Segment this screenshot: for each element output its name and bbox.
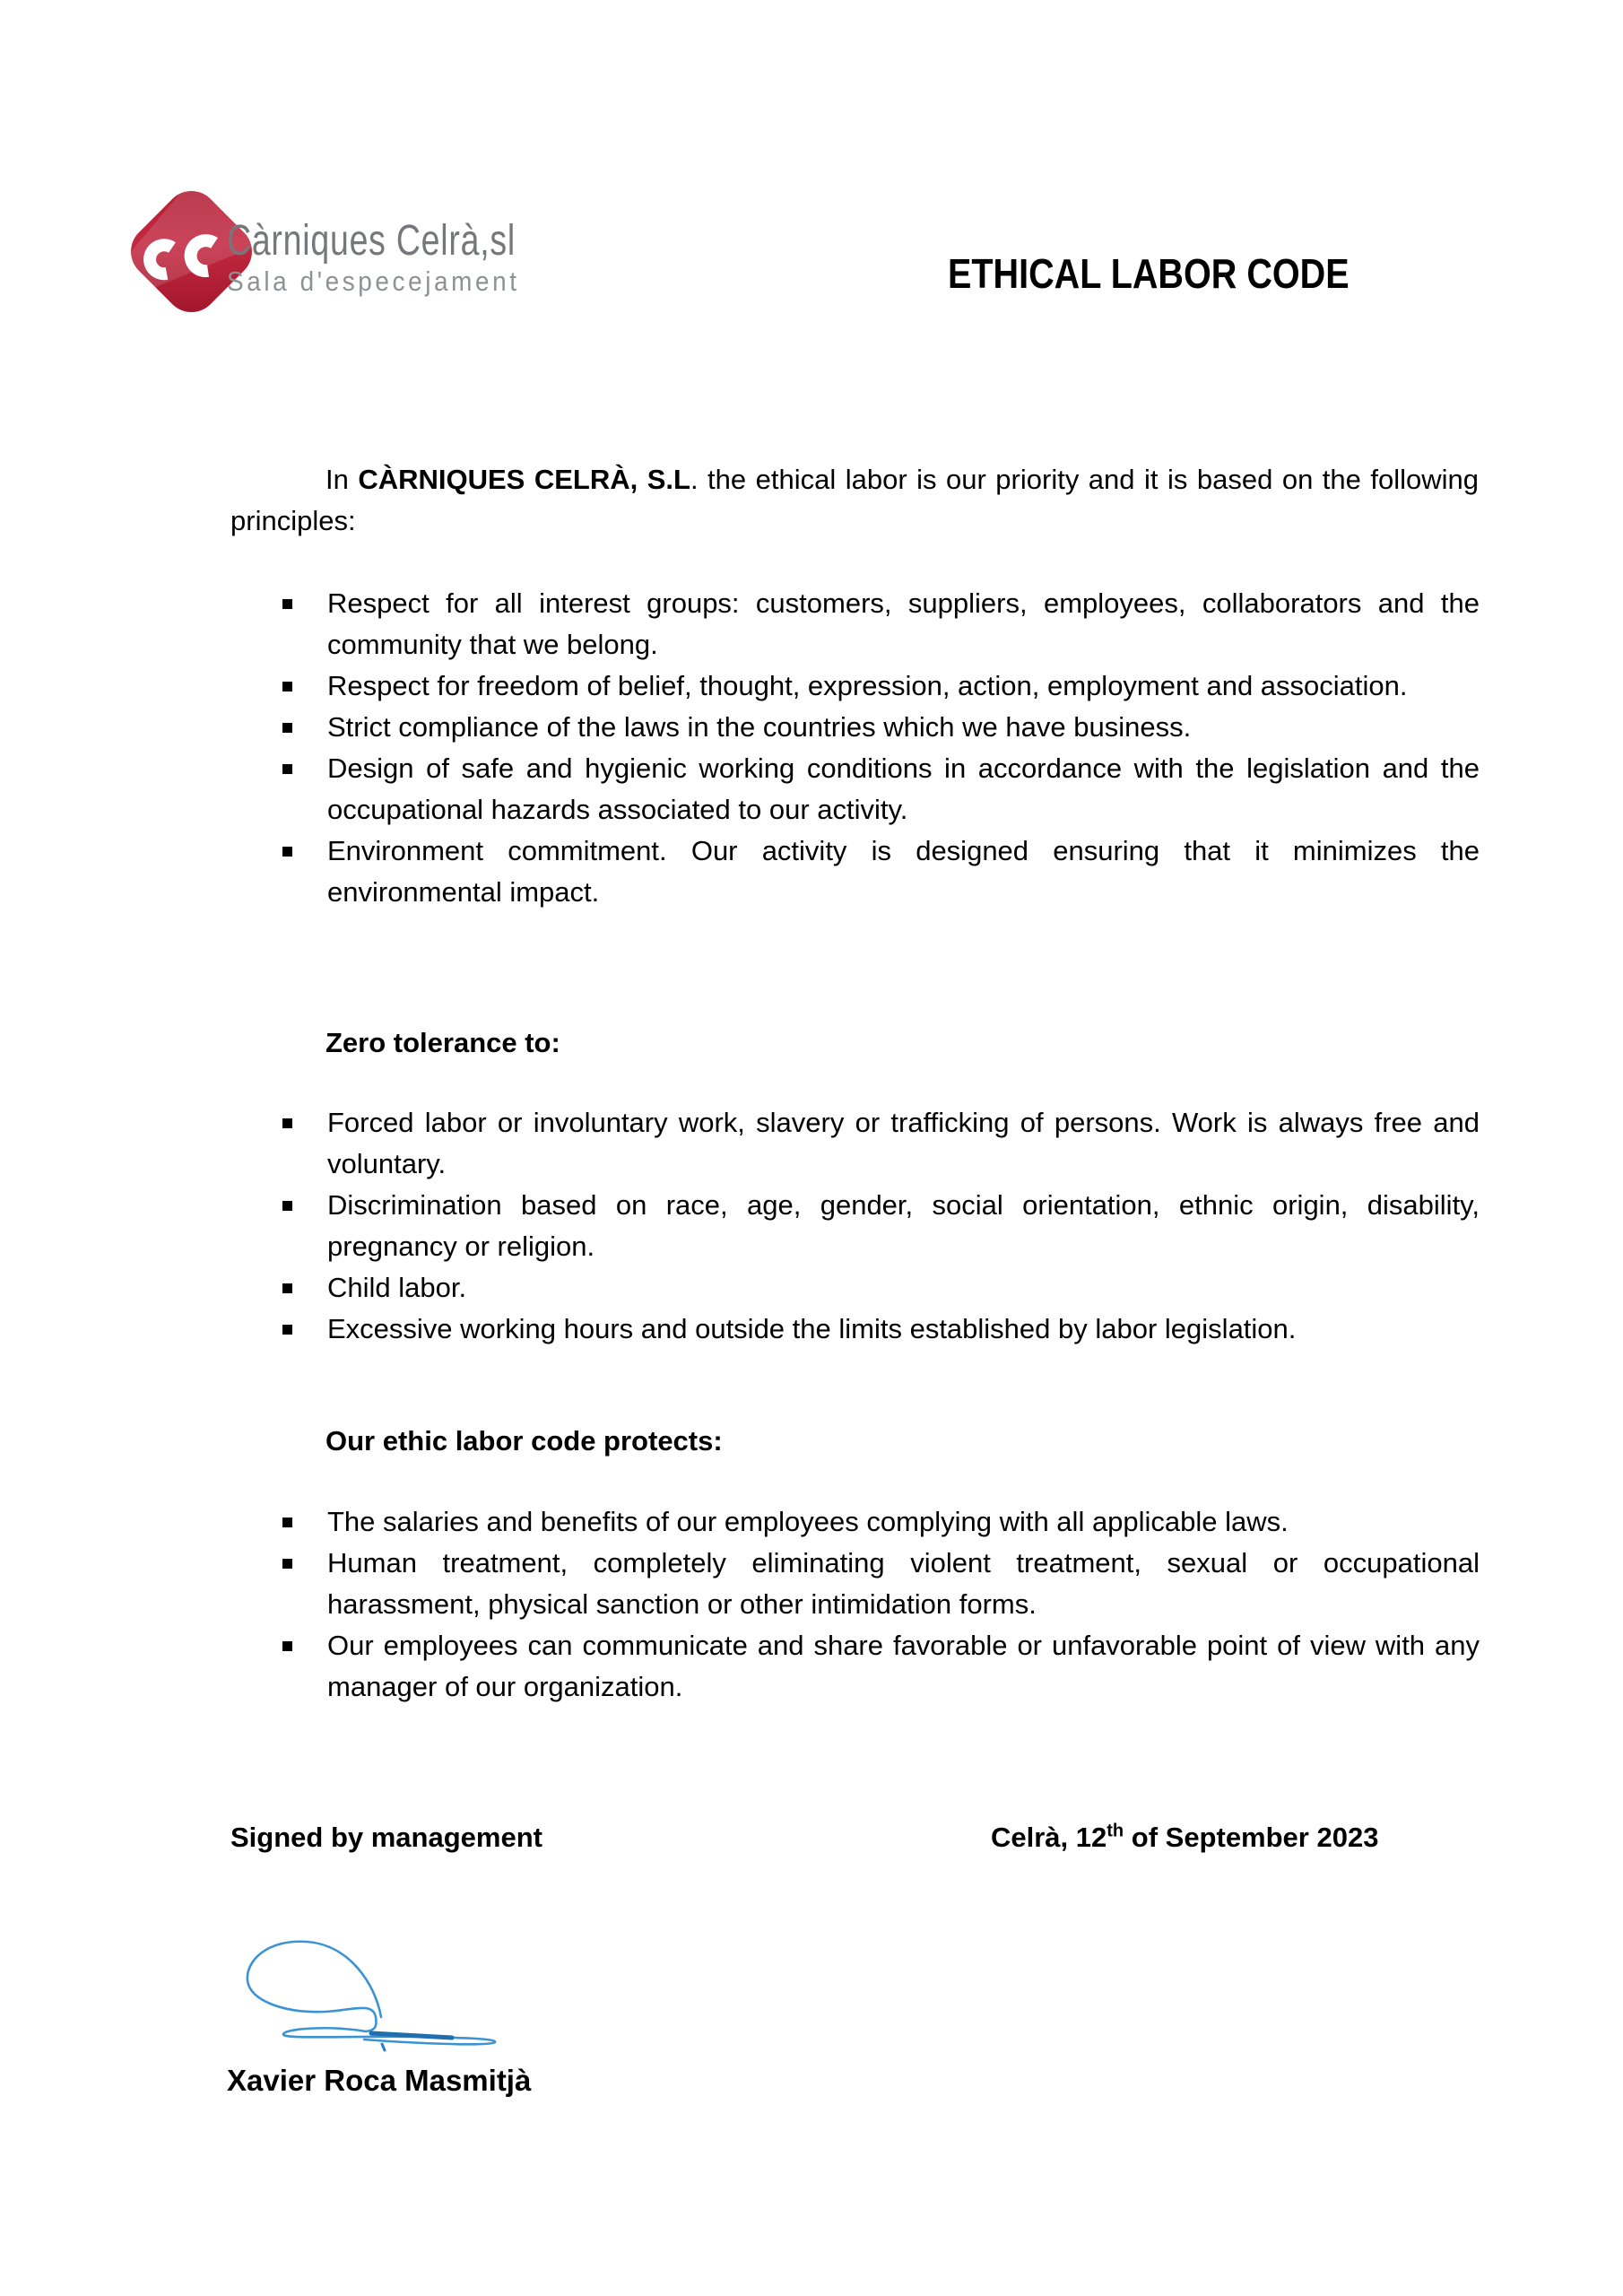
intro-suffix: . the ethical labor is our priority and it is based on the following principles: [230,464,1479,536]
list-item [282,1267,1480,1309]
date-ordinal-superscript: th [1107,1821,1124,1841]
list-item-text: Discrimination based on race, age, gender, social orientation, ethnic origin, disability, pregnancy or religion. [327,1189,1480,1262]
list-item-text: Excessive working hours and outside the limits established by labor legislation. [327,1313,1297,1344]
signature-scribble [239,1930,508,2060]
bullet-square-icon [282,723,292,733]
list-item-text: Environment commitment. Our activity is designed ensuring that it minimizes the environmental impact. [327,835,1480,908]
intro-prefix: In [325,464,359,495]
list-item [282,1501,1480,1543]
bullet-square-icon [282,599,292,609]
signed-by-label: Signed by management [230,1822,542,1853]
place-date-suffix: of September 2023 [1124,1822,1379,1853]
bullet-square-icon [282,682,292,691]
list-item [282,1543,1480,1625]
list-item-text: The salaries and benefits of our employees complying with all applicable laws. [327,1506,1289,1537]
bullet-square-icon [282,1325,292,1335]
zero-tolerance-heading: Zero tolerance to: [325,1027,560,1058]
list-item [282,1102,1480,1185]
list-item-text: Human treatment, completely eliminating violent treatment, sexual or occupational harassment, physical sanction or other intimidation forms. [327,1547,1480,1620]
list-item [282,583,1480,665]
zero-tolerance-list [282,1102,1480,1350]
list-item-text: Respect for all interest groups: customers, suppliers, employees, collaborators and the community that we belong. [327,587,1480,660]
list-item-text: Respect for freedom of belief, thought, expression, action, employment and association. [327,670,1408,701]
list-item [282,831,1480,913]
signatory-name: Xavier Roca Masmitjà [227,2064,532,2097]
bullet-square-icon [282,1283,292,1293]
bullet-square-icon [282,1641,292,1651]
list-item-text: Our employees can communicate and share favorable or unfavorable point of view with any manager of our organization. [327,1630,1480,1702]
protections-list [282,1501,1480,1708]
place-date [991,1822,1378,1854]
place-date-prefix: Celrà, 12 [991,1822,1107,1853]
principles-list [282,583,1480,913]
list-item-text: Design of safe and hygienic working conditions in accordance with the legislation and the occupational hazards associated to our activity. [327,752,1480,825]
bullet-square-icon [282,1559,292,1569]
list-item [282,748,1480,831]
document-title: ETHICAL LABOR CODE [948,250,1350,297]
bullet-square-icon [282,764,292,774]
bullet-square-icon [282,1118,292,1128]
list-item-text: Forced labor or involuntary work, slavery or trafficking of persons. Work is always free and voluntary. [327,1107,1480,1179]
list-item [282,1309,1480,1350]
bullet-square-icon [282,847,292,857]
logo-company-name: Càrniques Celrà,sl [227,217,516,265]
list-item [282,1185,1480,1267]
list-item [282,665,1480,707]
bullet-square-icon [282,1201,292,1211]
logo-tagline: Sala d'especejament [227,265,520,297]
list-item-text: Strict compliance of the laws in the countries which we have business. [327,711,1192,743]
list-item [282,1625,1480,1708]
list-item [282,707,1480,748]
protections-heading: Our ethic labor code protects: [325,1425,723,1457]
intro-company-name: CÀRNIQUES CELRÀ, S.L [358,464,690,495]
list-item-text: Child labor. [327,1272,467,1303]
intro-paragraph [230,459,1479,542]
bullet-square-icon [282,1518,292,1527]
